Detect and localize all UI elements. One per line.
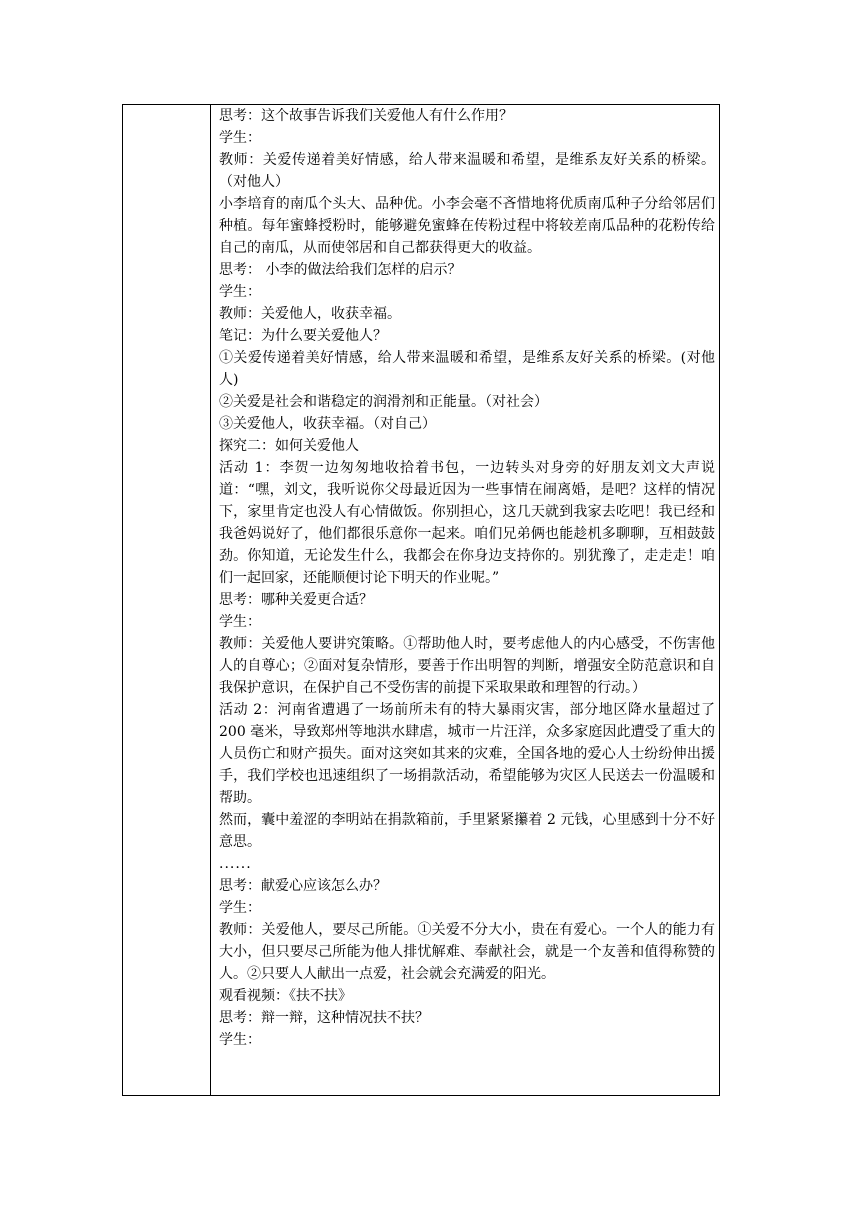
- left-column-cell: [123, 105, 211, 1095]
- text-line: ①关爱传递着美好情感，给人带来温暖和希望，是维系友好关系的桥梁。(对他人): [219, 350, 715, 388]
- text-line: 观看视频：《扶不扶》: [219, 988, 352, 1004]
- text-line: 活动 1：李贺一边匆匆地收拾着书包，一边转头对身旁的好朋友刘文大声说道：“嘿，刘文，我听说你父母最近因为一些事情在闹离婚，是吧？这样的情况下，家里肯定也没人有心情做饭。你别担心，这几天就到我家去吃吧！我已经和我爸妈说好了，他们都很乐意你一起来。咱们兄弟俩也能趁机多聊聊，互相鼓鼓劲。你知道，无论发生什么，我都会在你身边支持你的。别犹豫了，走走走！咱们一起回家，还能顺便讨论下明天的作业呢。”: [219, 460, 715, 586]
- text-line: ②关爱是社会和谐稳定的润滑剂和正能量。（对社会）: [219, 394, 548, 410]
- text-line: 小李培育的南瓜个头大、品种优。小李会毫不吝惜地将优质南瓜种子分给邻居们种植。每年蜜蜂授粉时，能够避免蜜蜂在传粉过程中将较差南瓜品种的花粉传给自己的南瓜，从而使邻居和自己都获得更大的收益。: [219, 196, 715, 256]
- text-line: 思考：哪种关爱更合适？: [219, 592, 373, 608]
- text-line: 思考：辩一辩，这种情况扶不扶？: [219, 1010, 429, 1026]
- text-line: 然而，囊中羞涩的李明站在捐款箱前，手里紧紧攥着 2 元钱，心里感到十分不好意思。: [219, 812, 715, 850]
- text-line: 学生：: [219, 614, 261, 630]
- text-line: 教师：关爱传递着美好情感，给人带来温暖和希望，是维系友好关系的桥梁。（对他人）: [219, 152, 715, 190]
- content-cell: [219, 105, 715, 1051]
- text-line: 教师：关爱他人要讲究策略。①帮助他人时，要考虑他人的内心感受，不伤害他人的自尊心；②面对复杂情形，要善于作出明智的判断，增强安全防范意识和自我保护意识，在保护自己不受伤害的前提下采取果敢和理智的行动。）: [219, 636, 715, 696]
- text-line: 教师：关爱他人，要尽己所能。①关爱不分大小，贵在有爱心。一个人的能力有大小，但只要尽己所能为他人排忧解难、奉献社会，就是一个友善和值得称赞的人。②只要人人献出一点爱，社会就会充满爱的阳光。: [219, 922, 715, 982]
- text-line: 思考：献爱心应该怎么办？: [219, 878, 387, 894]
- text-line: 笔记：为什么要关爱他人？: [219, 328, 387, 344]
- text-line: 学生：: [219, 130, 261, 146]
- text-line: 探究二：如何关爱他人: [219, 438, 359, 454]
- text-line: ③关爱他人，收获幸福。（对自己）: [219, 416, 436, 432]
- lesson-table: [122, 104, 720, 1096]
- text-line: 学生：: [219, 284, 261, 300]
- text-line: 思考： 小李的做法给我们怎样的启示？: [219, 262, 462, 278]
- text-line: 学生：: [219, 900, 261, 916]
- text-line: 学生：: [219, 1032, 261, 1048]
- text-line: 思考：这个故事告诉我们关爱他人有什么作用？: [219, 108, 513, 124]
- text-line: 教师：关爱他人，收获幸福。: [219, 306, 401, 322]
- text-line: 活动 2：河南省遭遇了一场前所未有的特大暴雨灾害，部分地区降水量超过了 200 毫米，导致郑州等地洪水肆虐，城市一片汪洋，众多家庭因此遭受了重大的人员伤亡和财产损失。面对这突如其来的灾难，全国各地的爱心人士纷纷伸出援手，我们学校也迅速组织了一场捐款活动，希望能够为灾区人民送去一份温暖和帮助。: [219, 702, 715, 806]
- ellipsis-line: ......: [219, 856, 252, 872]
